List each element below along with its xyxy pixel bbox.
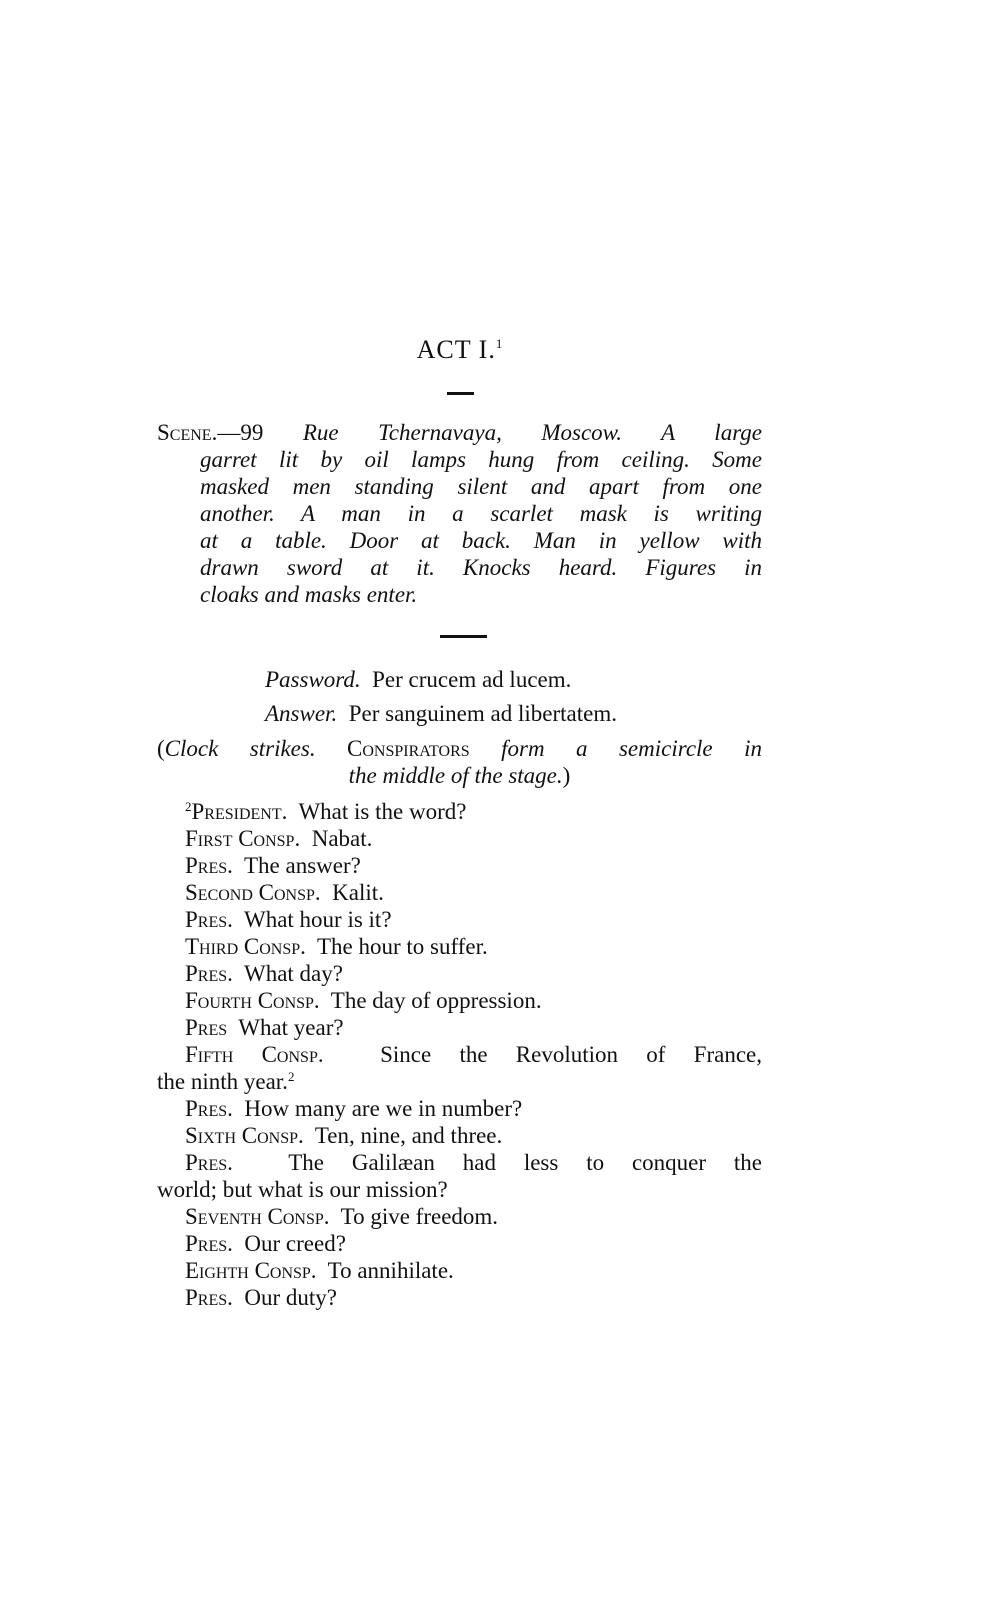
speaker: Sixth Consp.	[185, 1123, 304, 1148]
scene-line	[200, 446, 762, 473]
dialogue-line	[185, 960, 762, 987]
stage-text: form a semicircle in	[501, 736, 762, 761]
dialogue-line	[185, 1122, 762, 1149]
dialogue-continuation	[157, 1068, 762, 1095]
stage-text: the middle of the stage.	[348, 763, 563, 788]
act-heading	[0, 335, 920, 365]
scene-text: cloaks and masks enter.	[200, 582, 418, 607]
stage-speakers: Conspirators	[347, 736, 470, 761]
footnote-mark: 1	[495, 336, 504, 351]
password-label: Password.	[265, 667, 361, 692]
speaker: Second Consp.	[185, 880, 321, 905]
password-text: Per crucem ad lucem.	[372, 667, 572, 692]
speaker: Pres.	[185, 853, 233, 878]
dialogue-line	[185, 852, 762, 879]
dialogue-line	[185, 1095, 762, 1122]
scene-line	[200, 473, 762, 500]
stage-direction-cont	[157, 762, 762, 789]
answer-text: Per sanguinem ad libertatem.	[348, 701, 617, 726]
dialogue-continuation	[157, 1176, 762, 1203]
speech: Since the Revolution of France,	[380, 1042, 762, 1067]
dialogue-line	[185, 1257, 762, 1284]
speaker: First Consp.	[185, 826, 301, 851]
speaker: Pres.	[185, 1231, 233, 1256]
speech: What hour is it?	[243, 907, 392, 932]
act-title: ACT I.	[416, 335, 496, 364]
footnote-mark: 2	[287, 1069, 295, 1084]
scene-line	[200, 527, 762, 554]
divider-rule	[447, 392, 474, 395]
speech: world; but what is our mission?	[157, 1177, 448, 1202]
dialogue-line	[185, 987, 762, 1014]
speaker: Eighth Consp.	[185, 1258, 317, 1283]
dialogue-line	[185, 1149, 762, 1176]
speech: The answer?	[243, 853, 361, 878]
speaker: Pres.	[185, 1285, 233, 1310]
scene-text: masked men standing silent and apart from one	[200, 474, 762, 499]
dialogue-line	[185, 933, 762, 960]
speaker: President.	[191, 799, 288, 824]
scene-line	[200, 554, 762, 581]
scene-line	[200, 581, 762, 608]
speaker: Third Consp.	[185, 934, 306, 959]
divider-rule	[440, 635, 487, 638]
paren: )	[562, 763, 571, 788]
stage-direction	[157, 735, 762, 762]
speaker: Seventh Consp.	[185, 1204, 330, 1229]
speech: The day of oppression.	[330, 988, 542, 1013]
speech: The Galilæan had less to conquer the	[288, 1150, 762, 1175]
dialogue-line	[185, 1014, 762, 1041]
answer-label: Answer.	[265, 701, 338, 726]
stage-text: Clock strikes.	[164, 736, 316, 761]
footnote-mark: 2	[185, 799, 192, 814]
speech: How many are we in number?	[244, 1096, 523, 1121]
scene-line	[157, 419, 762, 446]
speaker: Fifth Consp.	[185, 1042, 324, 1067]
dialogue-line	[185, 906, 762, 933]
scene-line	[200, 500, 762, 527]
scene-text: Rue Tchernavaya, Moscow. A large	[302, 420, 762, 445]
dialogue-line	[185, 825, 762, 852]
speech: What year?	[238, 1015, 344, 1040]
speech: The hour to suffer.	[317, 934, 488, 959]
scene-text: another. A man in a scarlet mask is writing	[200, 501, 762, 526]
speaker: Pres.	[185, 1096, 233, 1121]
speech: Kalit.	[332, 880, 384, 905]
paren: (	[157, 736, 165, 761]
speech: To annihilate.	[327, 1258, 454, 1283]
dialogue-line	[185, 879, 762, 906]
scene-label: Scene.	[157, 420, 218, 445]
speaker: Pres.	[185, 1150, 233, 1175]
speech: Nabat.	[311, 826, 373, 851]
password-line	[265, 666, 765, 693]
speech: Our duty?	[244, 1285, 338, 1310]
dialogue-line	[185, 798, 762, 825]
speech: Ten, nine, and three.	[314, 1123, 503, 1148]
dialogue-line	[185, 1041, 762, 1068]
scene-text: drawn sword at it. Knocks heard. Figures in	[200, 555, 762, 580]
dialogue-line	[185, 1203, 762, 1230]
speech: Our creed?	[244, 1231, 346, 1256]
speaker: Pres.	[185, 907, 233, 932]
speech: the ninth year.	[157, 1069, 288, 1094]
speech: What is the word?	[298, 799, 467, 824]
speech: To give freedom.	[340, 1204, 499, 1229]
scene-text: garret lit by oil lamps hung from ceiling. Some	[200, 447, 762, 472]
scene-number: —99	[217, 420, 264, 445]
dialogue-line	[185, 1230, 762, 1257]
scene-text: at a table. Door at back. Man in yellow with	[200, 528, 762, 553]
dialogue-line	[185, 1284, 762, 1311]
speaker: Fourth Consp.	[185, 988, 320, 1013]
speaker: Pres	[185, 1015, 228, 1040]
speaker: Pres.	[185, 961, 233, 986]
speech: What day?	[243, 961, 343, 986]
answer-line	[265, 700, 765, 727]
